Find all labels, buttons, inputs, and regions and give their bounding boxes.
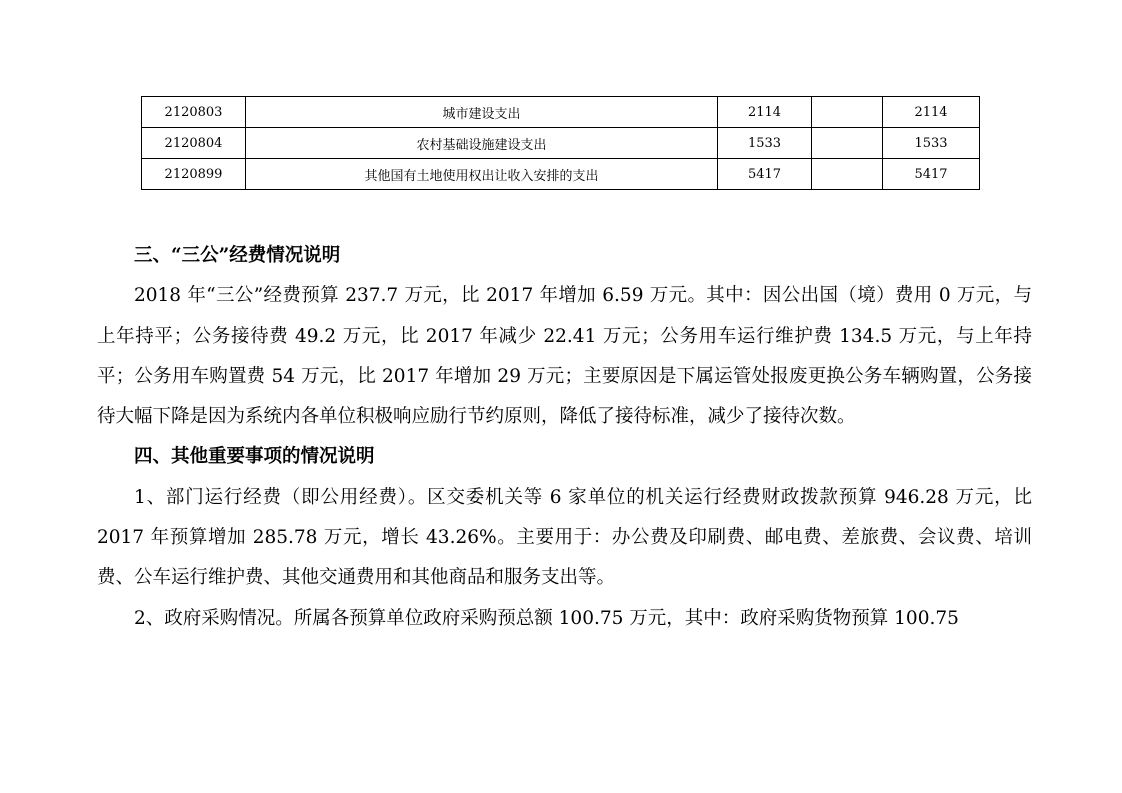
subject-code: 2120899 [142,159,246,190]
empty-cell [812,97,883,128]
amount-cell: 5417 [883,159,980,190]
section-heading-three-public: 三、“三公”经费情况说明 [134,245,341,266]
budget-table [141,96,980,190]
operating-expense-paragraph: 1、部门运行经费（即公用经费）。区交委机关等 6 家单位的机关运行经费财政拨款预算 946.28 万元，比 2017 年预算增加 285.78 万元，增长 43.26%。主要用于：办公费及印刷费、邮电费、差旅费、会议费、培训费、公车运行维护费、其他交通费用和其他商品和服务支出等。 [97,486,1032,589]
amount-cell: 1533 [883,128,980,159]
subject-name: 城市建设支出 [246,97,718,128]
table-row [142,97,980,128]
subject-code: 2120803 [142,97,246,128]
table-row [142,159,980,190]
document-body [97,236,1032,639]
amount-cell: 2114 [718,97,812,128]
three-public-paragraph: 2018 年“三公”经费预算 237.7 万元，比 2017 年增加 6.59 万元。其中：因公出国（境）费用 0 万元，与上年持平；公务接待费 49.2 万元，比 2017 年减少 22.41 万元；公务用车运行维护费 134.5 万元，与上年持平；公务用车购置费 54 万元，比 2017 年增加 29 万元；主要原因是下属运管处报废更换公务车辆购置，公务接待大幅下降是因为系统内各单位积极响应励行节约原则，降低了接待标准，减少了接待次数。 [97,285,1032,428]
subject-name: 农村基础设施建设支出 [246,128,718,159]
empty-cell [812,128,883,159]
amount-cell: 5417 [718,159,812,190]
subject-name: 其他国有土地使用权出让收入安排的支出 [246,159,718,190]
subject-code: 2120804 [142,128,246,159]
amount-cell: 2114 [883,97,980,128]
procurement-paragraph: 2、政府采购情况。所属各预算单位政府采购预总额 100.75 万元，其中：政府采购货物预算 100.75 [134,607,959,629]
section-heading-other-matters: 四、其他重要事项的情况说明 [134,446,375,468]
amount-cell: 1533 [718,128,812,159]
table-row [142,128,980,159]
empty-cell [812,159,883,190]
